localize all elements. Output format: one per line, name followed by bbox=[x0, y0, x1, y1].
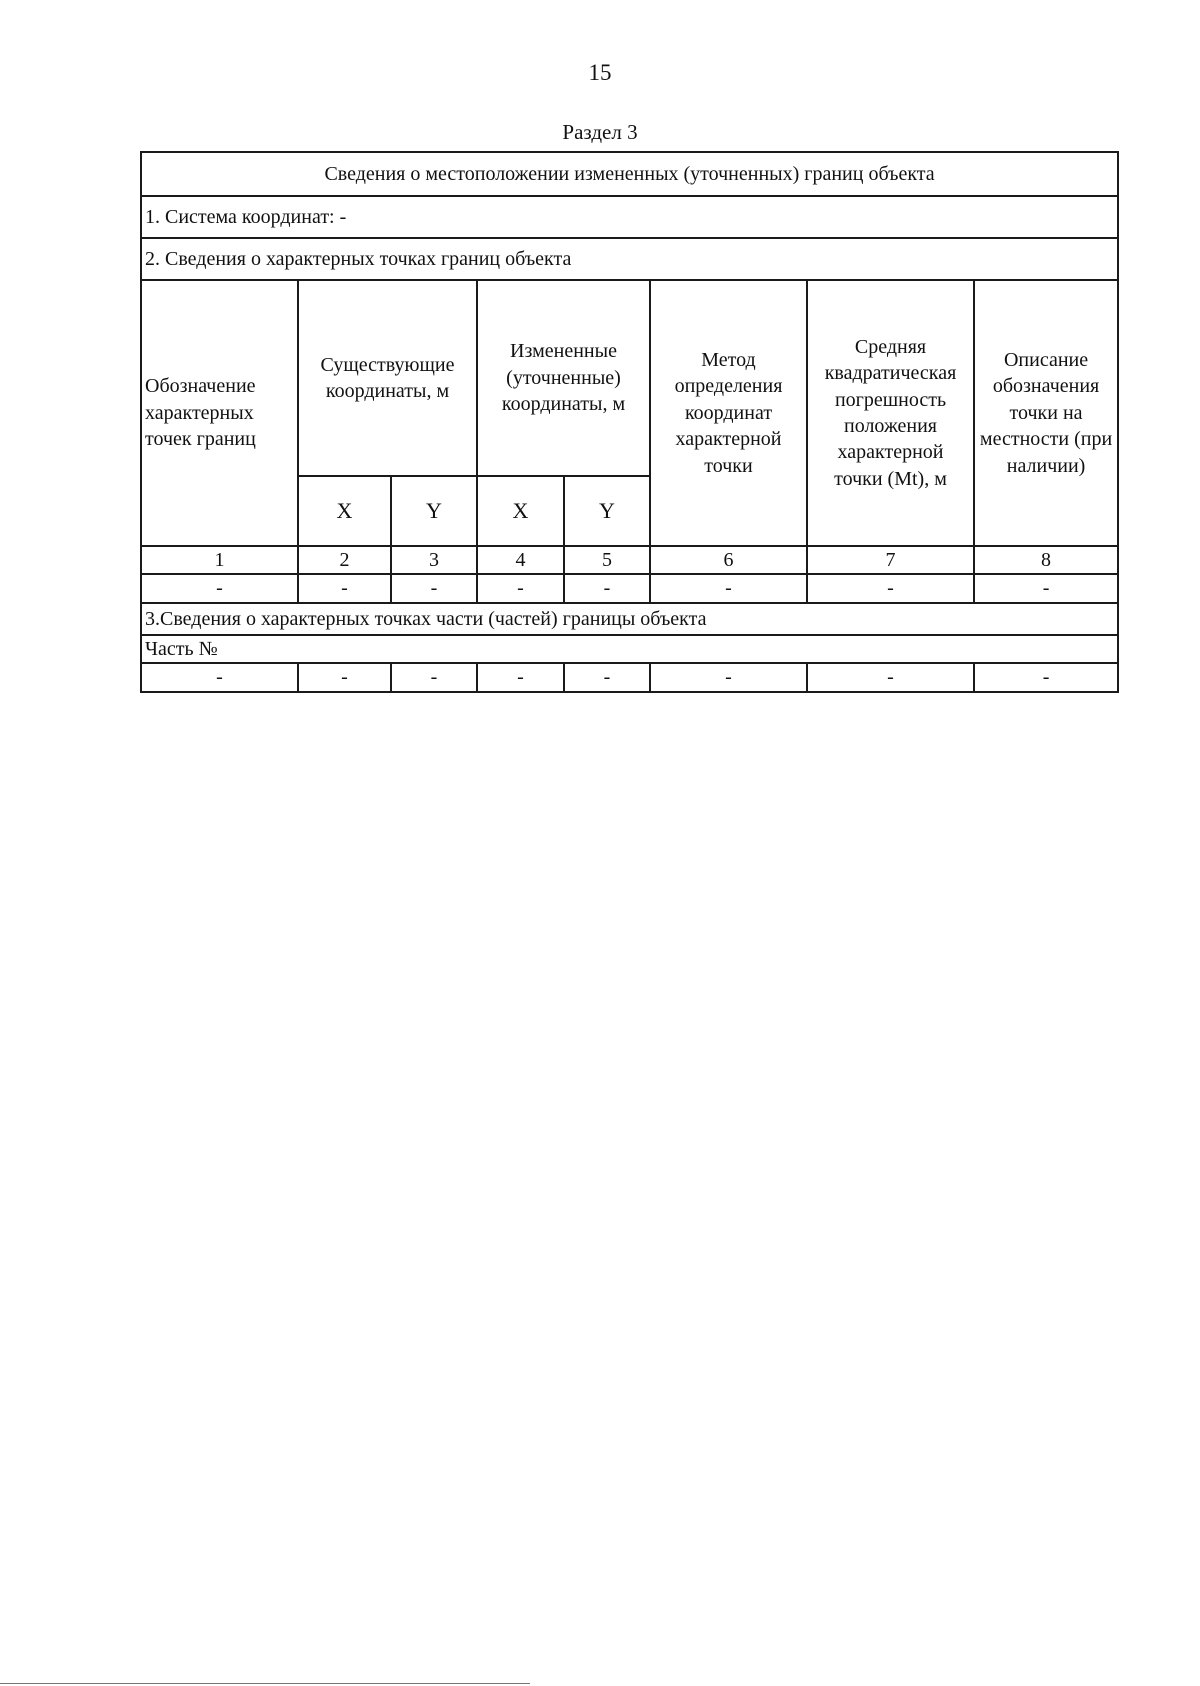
table-title: Сведения о местоположении измененных (уточненных) границ объекта bbox=[141, 152, 1118, 196]
table-cell: - bbox=[650, 663, 807, 691]
table-cell: - bbox=[141, 663, 298, 691]
scan-edge-line bbox=[0, 1683, 530, 1684]
table-cell: - bbox=[650, 574, 807, 602]
column-number: 2 bbox=[298, 546, 391, 574]
table-row bbox=[141, 574, 1118, 602]
table-row bbox=[141, 663, 1118, 691]
header-description: Описание обозначения точки на местности (при наличии) bbox=[974, 280, 1118, 546]
table-cell: - bbox=[807, 663, 974, 691]
header-changed-coordinates: Измененные (уточненные) координаты, м bbox=[477, 280, 650, 476]
table-cell: - bbox=[564, 663, 650, 691]
table-cell: - bbox=[477, 663, 564, 691]
table-cell: - bbox=[807, 574, 974, 602]
column-number: 8 bbox=[974, 546, 1118, 574]
column-number: 5 bbox=[564, 546, 650, 574]
part-number-label: Часть № bbox=[141, 635, 1118, 663]
table-cell: - bbox=[974, 574, 1118, 602]
header-method: Метод определения координат характерной точки bbox=[650, 280, 807, 546]
table-cell: - bbox=[298, 574, 391, 602]
column-number: 4 bbox=[477, 546, 564, 574]
points-section-title: 2. Сведения о характерных точках границ объекта bbox=[141, 238, 1118, 280]
section-label: Раздел 3 bbox=[562, 120, 638, 144]
table-cell: - bbox=[141, 574, 298, 602]
header-existing-x: X bbox=[298, 476, 391, 546]
header-existing-y: Y bbox=[391, 476, 477, 546]
coordinate-system: 1. Система координат: - bbox=[141, 196, 1118, 238]
header-designation: Обозначение характерных точек границ bbox=[141, 280, 298, 546]
page-number: 15 bbox=[588, 60, 612, 85]
table-cell: - bbox=[391, 663, 477, 691]
table-cell: - bbox=[974, 663, 1118, 691]
column-number: 6 bbox=[650, 546, 807, 574]
table-cell: - bbox=[477, 574, 564, 602]
header-existing-coordinates: Существующие координаты, м bbox=[298, 280, 477, 476]
parts-section-title: 3.Сведения о характерных точках части (частей) границы объекта bbox=[141, 603, 1118, 635]
table-cell: - bbox=[298, 663, 391, 691]
header-changed-x: X bbox=[477, 476, 564, 546]
table-cell: - bbox=[391, 574, 477, 602]
column-number: 1 bbox=[141, 546, 298, 574]
column-number: 7 bbox=[807, 546, 974, 574]
column-number-row bbox=[141, 546, 1118, 574]
header-changed-y: Y bbox=[564, 476, 650, 546]
header-error: Средняя квадратическая погрешность положения характерной точки (Mt), м bbox=[807, 280, 974, 546]
column-number: 3 bbox=[391, 546, 477, 574]
boundary-points-table bbox=[140, 151, 1119, 693]
table-cell: - bbox=[564, 574, 650, 602]
